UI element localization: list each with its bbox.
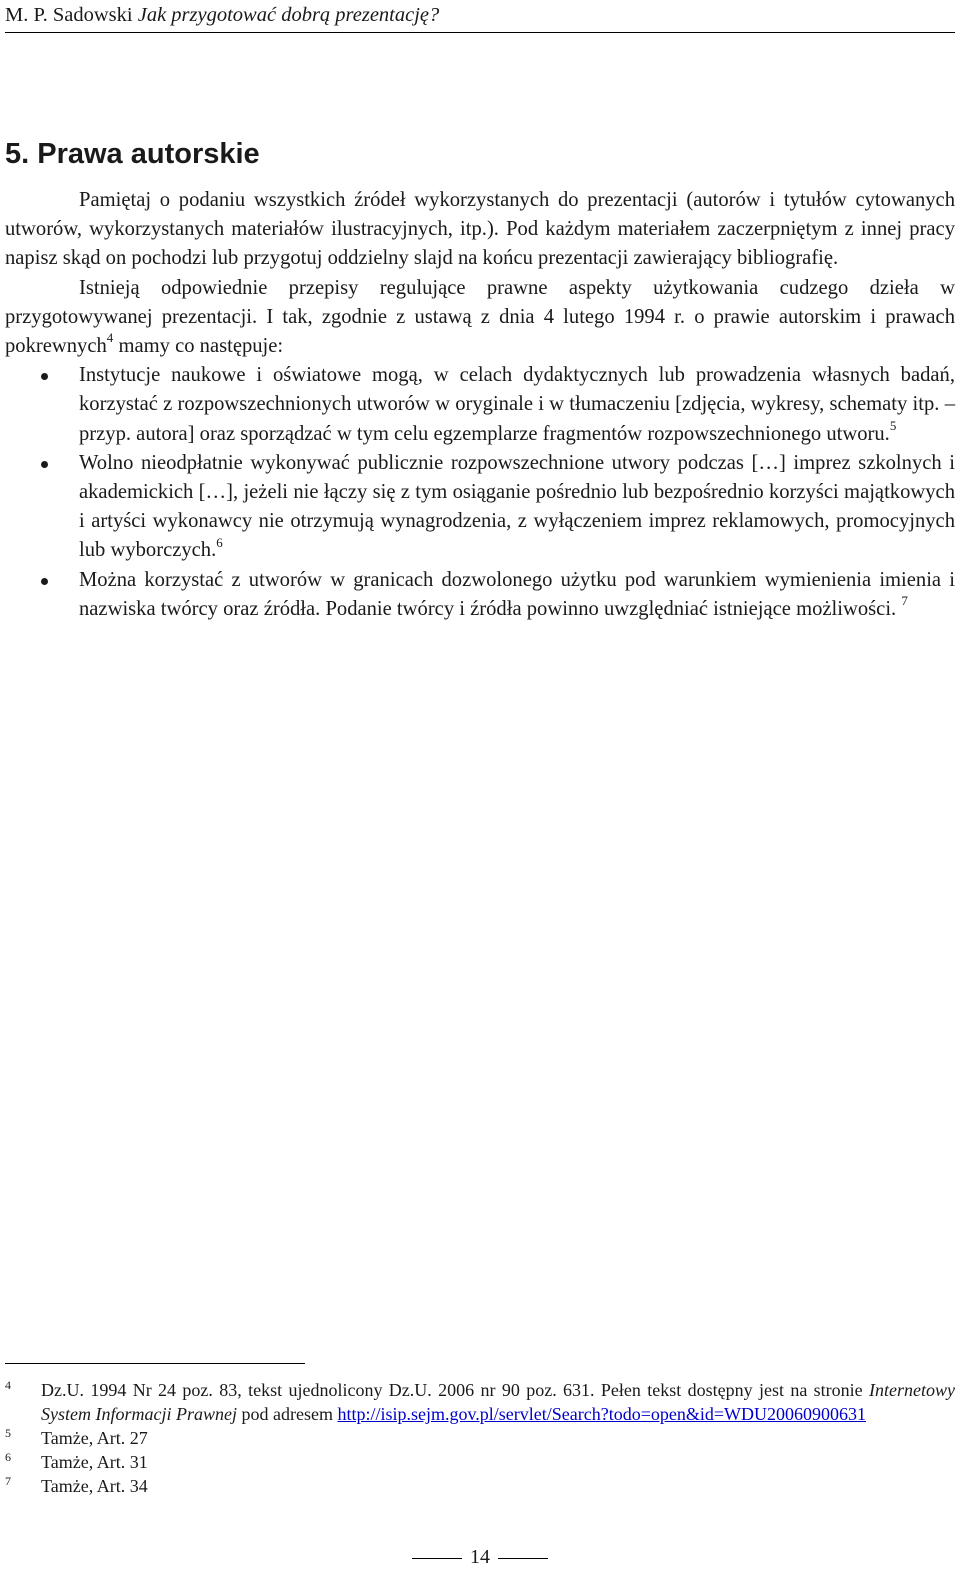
footnote-4 (5, 1378, 955, 1426)
law-bullet-list (5, 361, 955, 624)
paragraph-law (5, 274, 955, 362)
bullet-text: Wolno nieodpłatnie wykonywać publicznie rozpowszechnione utwory podczas […] imprez szkolnych i akademickich […], jeżeli nie łączy się z tym osiąganie pośrednio lub bezpośrednio korzyści majątkowych i artyści wykonawcy nie otrzymują wynagrodzenia, z wyłączeniem imprez reklamowych, promocyjnych lub wyborczych. (79, 451, 955, 562)
bullet-item (5, 449, 955, 566)
bullet-item (5, 361, 955, 449)
footnotes (5, 1378, 955, 1498)
footnote-ref-5[interactable]: 5 (889, 417, 897, 433)
footnote-italic-source: Internetowy System Informacji Prawnej (41, 1380, 955, 1424)
body-text (5, 186, 955, 624)
footnote-text: Tamże, Art. 34 (41, 1476, 148, 1496)
paragraph-sources: Pamiętaj o podaniu wszystkich źródeł wykorzystanych do prezentacji (autorów i tytułów cytowanych utworów, wykorzystanych materiałów ilustracyjnych, itp.). Pod każdym materiałem zaczerpniętym z innej pracy napisz skąd on pochodzi lub przygotuj oddzielny slajd na końcu prezentacji zawierający bibliografię. (5, 189, 955, 270)
footnote-ref-4[interactable]: 4 (106, 330, 114, 346)
paragraph-law-text-end: mamy co następuje: (113, 335, 284, 358)
page-number-dash-right (498, 1558, 548, 1559)
footnote-text-end: pod adresem (236, 1404, 338, 1424)
page-number-value: 14 (470, 1546, 490, 1568)
footnote-6 (5, 1450, 955, 1474)
bullet-text: Instytucje naukowe i oświatowe mogą, w celach dydaktycznych lub prowadzenia własnych badań, korzystać z rozpowszechnionych utworów w oryginale i w tłumaczeniu [zdjęcia, wykresy, schematy itp. – przyp. autora] oraz sporządzać w tym celu egzemplarze fragmentów rozpowszechnionego utworu. (79, 364, 955, 445)
running-header (5, 2, 955, 33)
footnote-text: Tamże, Art. 31 (41, 1452, 148, 1472)
bullet-item (5, 566, 955, 624)
bullet-text: Można korzystać z utworów w granicach dozwolonego użytku pod warunkiem wymienienia imienia i nazwiska twórcy oraz źródła. Podanie twórcy i źródła powinno uwzględniać istniejące możliwości. (79, 568, 955, 620)
footnote-number: 5 (5, 1426, 11, 1440)
footnote-number: 6 (5, 1450, 11, 1464)
footnote-number: 4 (5, 1378, 11, 1392)
footnote-number: 7 (5, 1474, 11, 1488)
footnote-text: Tamże, Art. 27 (41, 1428, 148, 1448)
bullet-dot-icon (41, 461, 48, 468)
footnote-text: Dz.U. 1994 Nr 24 poz. 83, tekst ujednolicony Dz.U. 2006 nr 90 poz. 631. Pełen tekst dostępny jest na stronie (41, 1380, 870, 1400)
bullet-dot-icon (41, 578, 48, 585)
section-title: 5. Prawa autorskie (5, 138, 260, 170)
footnote-5 (5, 1426, 955, 1450)
page-number (0, 1545, 960, 1569)
footnote-7 (5, 1474, 955, 1498)
page-number-dash-left (412, 1558, 462, 1559)
footnote-separator (5, 1363, 305, 1364)
footnote-ref-6[interactable]: 6 (216, 534, 223, 550)
header-author: M. P. Sadowski (5, 4, 133, 26)
header-subtitle: Jak przygotować dobrą prezentację? (137, 4, 440, 26)
footnote-link[interactable]: http://isip.sejm.gov.pl/servlet/Search?todo=open&id=WDU20060900631 (337, 1404, 867, 1424)
bullet-dot-icon (41, 373, 48, 380)
paragraph-law-text: Istnieją odpowiednie przepisy regulujące prawne aspekty użytkowania cudzego dzieła w przygotowywanej prezentacji. I tak, zgodnie z ustawą z dnia 4 lutego 1994 r. o prawie autorskim i prawach pokrewnych (5, 276, 955, 358)
footnote-ref-7[interactable]: 7 (901, 592, 908, 608)
